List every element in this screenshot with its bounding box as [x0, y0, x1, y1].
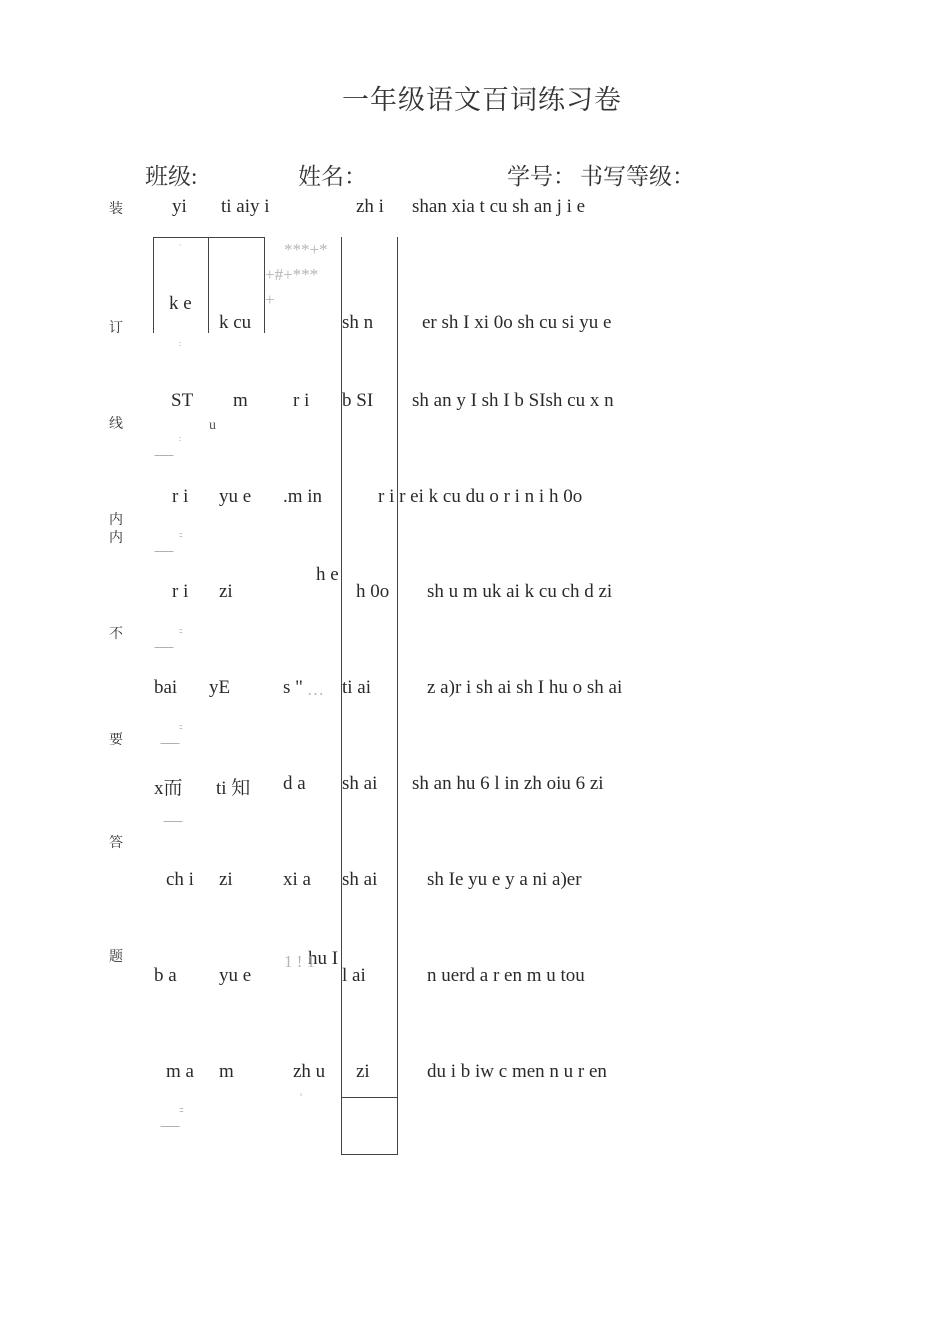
table-divider — [397, 237, 398, 1155]
class-label: 班级: — [145, 164, 198, 189]
table-divider — [264, 237, 265, 333]
pinyin-cell: b a — [154, 965, 177, 986]
pinyin-cell: d a — [283, 773, 306, 794]
dot-mark: ................... — [154, 641, 173, 650]
binding-margin-char: 内 — [109, 531, 123, 546]
dot-mark: :: — [179, 626, 182, 635]
pinyin-cell: s " — [283, 677, 303, 698]
pinyin-sentence: z a)r i sh ai sh I hu o sh ai — [427, 677, 623, 698]
pinyin-cell: r i — [172, 581, 189, 602]
binding-margin-char: 线 — [109, 417, 123, 432]
pinyin-sentence: n uerd a r en m u tou — [427, 965, 585, 986]
pinyin-cell: bai — [154, 677, 178, 698]
dot-mark: : — [179, 434, 181, 443]
pinyin-cell: l ai — [342, 965, 366, 986]
pinyin-sentence: du i b iw c men n u r en — [427, 1061, 607, 1082]
pinyin-cell: k e — [169, 293, 192, 314]
pinyin-cell: h 0o — [356, 581, 390, 602]
table-divider — [208, 237, 209, 333]
pinyin-cell: x而 — [154, 778, 183, 799]
dot-mark: : — [179, 339, 181, 348]
name-label: 姓名： — [298, 164, 367, 189]
binding-margin-char: 订 — [109, 321, 123, 336]
pinyin-sentence: sh Ie yu e y a ni a)er — [427, 869, 582, 890]
dot-mark: ::: — [179, 1105, 183, 1114]
pinyin-cell: sh ai — [342, 869, 378, 890]
pinyin-cell: m — [219, 1061, 234, 1082]
pinyin-cell: r i — [293, 390, 310, 411]
pinyin-cell: yu e — [219, 965, 252, 986]
writing-grade-label: 书写等级： — [580, 164, 695, 189]
dot-mark: ................... — [163, 815, 182, 824]
scan-artifact-u: u — [209, 418, 216, 433]
scan-artifact-stars: +#+*** — [265, 265, 319, 284]
dot-mark: ................... — [154, 545, 173, 554]
pinyin-sentence: shan xia t cu sh an j i e — [412, 196, 586, 217]
dot-mark: :: — [179, 722, 182, 731]
binding-margin-char: 不 — [109, 627, 123, 642]
student-number-label: 学号： — [507, 164, 576, 189]
pinyin-cell: ti ai — [342, 677, 372, 698]
pinyin-cell: .m in — [283, 486, 323, 507]
pinyin-cell: ch i — [166, 869, 194, 890]
pinyin-sentence: r i r ei k cu du o r i n i h 0o — [378, 486, 583, 507]
pinyin-cell: yu e — [219, 486, 252, 507]
binding-margin-char: 装 — [109, 202, 123, 217]
scan-artifact-tick: ' — [300, 1090, 303, 1104]
pinyin-cell: zi — [356, 1061, 370, 1082]
scan-artifact-ellipsis: … — [307, 680, 324, 699]
binding-margin-char: 答 — [109, 836, 123, 851]
pinyin-cell: m — [233, 390, 248, 411]
page-title: 一年级语文百词练习卷 — [342, 85, 622, 115]
pinyin-cell: zi — [219, 869, 233, 890]
pinyin-cell: m a — [166, 1061, 194, 1082]
pinyin-cell: ti aiy i — [221, 196, 270, 217]
pinyin-cell: zi — [219, 581, 233, 602]
pinyin-cell: r i — [172, 486, 189, 507]
dot-mark: ................... — [160, 737, 179, 746]
pinyin-cell: sh ai — [342, 773, 378, 794]
table-border-left — [153, 237, 154, 333]
pinyin-sentence: sh an y I sh I b SIsh cu x n — [412, 390, 614, 411]
pinyin-cell: hu I — [308, 948, 339, 969]
pinyin-sentence: sh u m uk ai k cu ch d zi — [427, 581, 613, 602]
table-bottom-line — [341, 1097, 398, 1098]
binding-margin-char: 要 — [109, 733, 123, 748]
pinyin-cell: ST — [171, 390, 194, 411]
pinyin-cell: ti 知 — [216, 778, 251, 799]
dot-mark: :: — [179, 530, 182, 539]
pinyin-cell: zh u — [293, 1061, 326, 1082]
pinyin-cell: zh i — [356, 196, 384, 217]
scan-artifact-stars: ***+* — [284, 240, 328, 259]
dot-mark: · — [179, 241, 181, 250]
scan-artifact-ones: 1 ! 1 — [284, 952, 316, 971]
pinyin-cell: b SI — [342, 390, 374, 411]
pinyin-cell: yi — [172, 196, 187, 217]
pinyin-cell: sh n — [342, 312, 374, 333]
dot-mark: ................... — [154, 449, 173, 458]
pinyin-cell: k cu — [219, 312, 252, 333]
pinyin-sentence: sh an hu 6 l in zh oiu 6 zi — [412, 773, 604, 794]
pinyin-cell: xi a — [283, 869, 311, 890]
pinyin-sentence: er sh I xi 0o sh cu si yu e — [422, 312, 612, 333]
table-bottom-line — [341, 1154, 398, 1155]
dot-mark: ................... — [160, 1120, 179, 1129]
pinyin-cell: yE — [209, 677, 231, 698]
scan-artifact-plus: + — [265, 290, 275, 309]
binding-margin-char: 内 — [109, 513, 123, 528]
pinyin-cell: h e — [316, 564, 339, 585]
binding-margin-char: 题 — [109, 950, 123, 965]
